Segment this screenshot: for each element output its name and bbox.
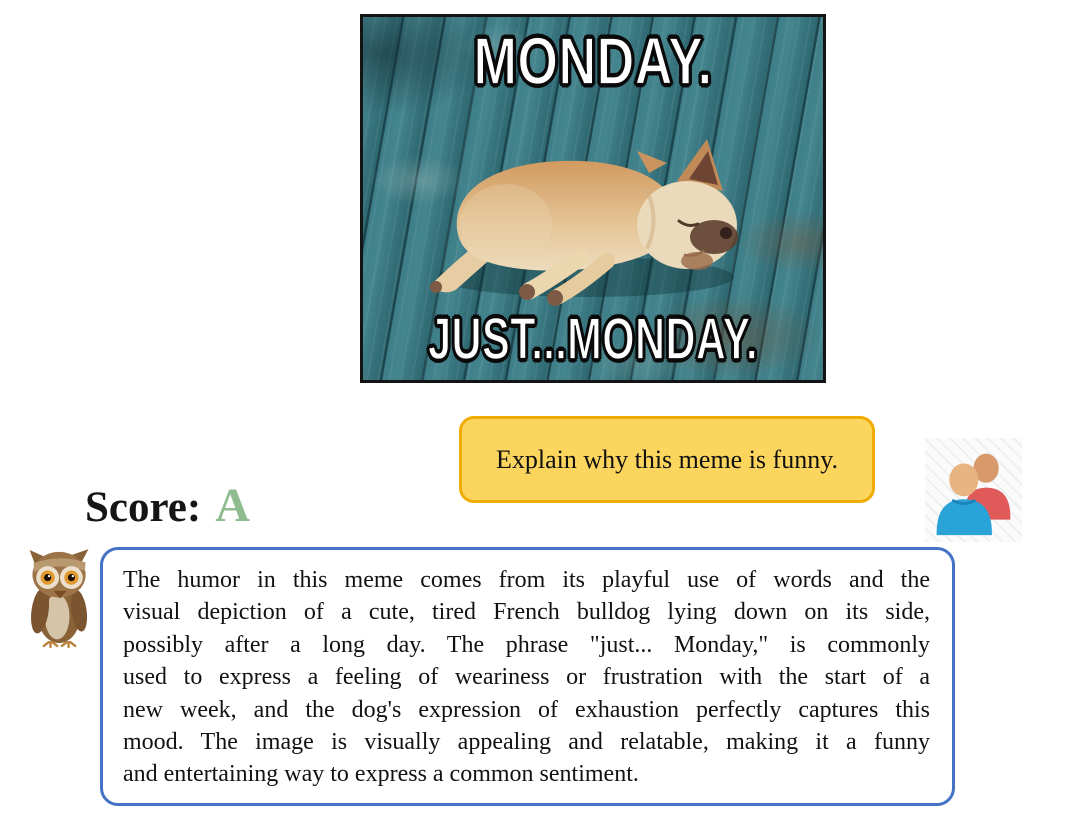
meme-top-caption: MONDAY. <box>473 24 713 99</box>
meme-bottom-caption: JUST...MONDAY. <box>427 306 758 373</box>
score-label: Score: <box>85 484 202 531</box>
score-row <box>85 478 250 533</box>
model-response-bubble <box>100 547 955 806</box>
score-value: A <box>215 479 250 532</box>
response-line: The humor in this meme comes from its playful use of words and the <box>123 567 930 593</box>
response-line: mood. The image is visually appealing and relatable, making it a funny <box>123 729 930 756</box>
user-question-text: Explain why this meme is funny. <box>495 444 839 474</box>
response-line: used to express a feeling of weariness or frustration with the start of a <box>123 664 930 691</box>
owl-icon <box>22 548 98 648</box>
user-question-bubble <box>459 416 875 503</box>
meme-image <box>360 14 826 383</box>
response-line: visual depiction of a cute, tired French bulldog lying down on its side, <box>123 599 930 626</box>
sleeping-bulldog-illustration <box>421 129 751 307</box>
response-line: new week, and the dog's expression of exhaustion perfectly captures this <box>123 696 930 723</box>
response-line: and entertaining way to express a common sentiment. <box>123 761 639 788</box>
response-line: possibly after a long day. The phrase "just... Monday," is commonly <box>123 631 930 658</box>
two-users-icon <box>925 438 1022 542</box>
